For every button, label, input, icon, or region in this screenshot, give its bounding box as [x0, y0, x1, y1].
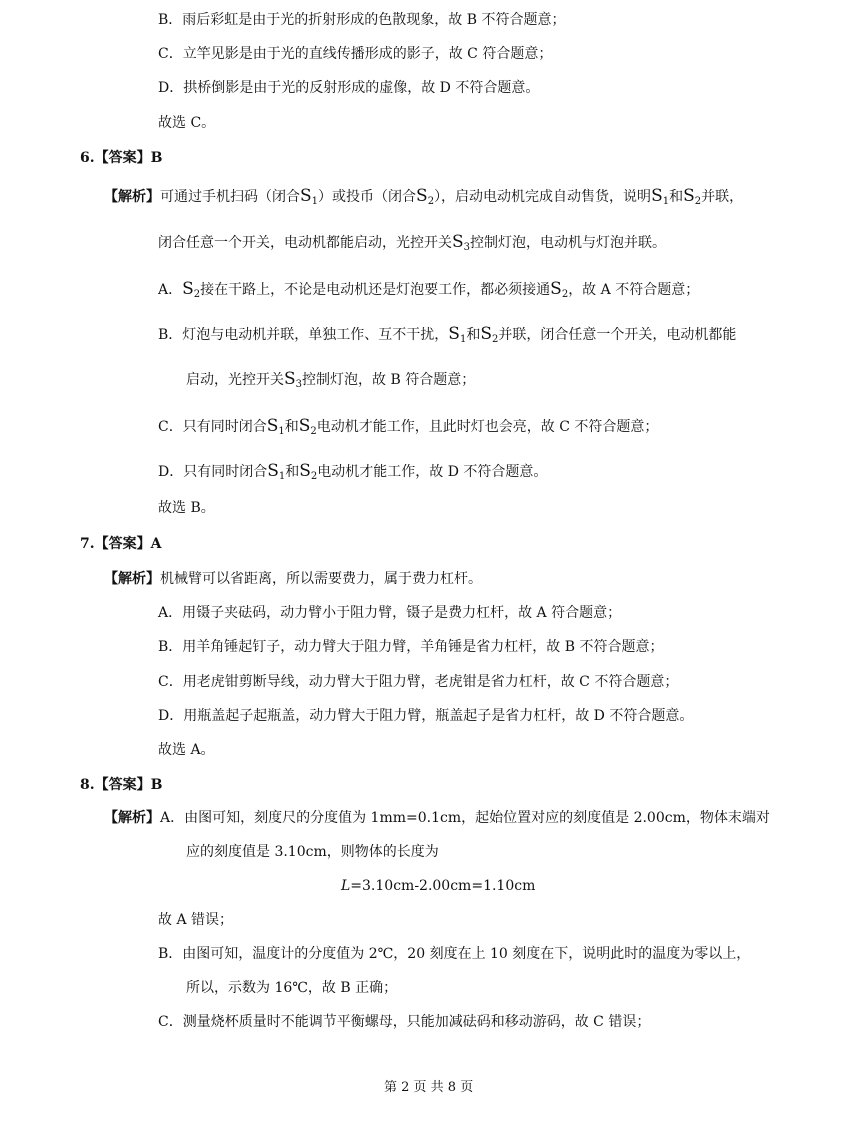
subscript: 1: [311, 196, 319, 207]
text-span: 机械臂可以省距离，所以需要费力，属于费力杠杆。: [160, 571, 482, 587]
q7-choice: 故选 A。: [158, 742, 215, 758]
symbol-s: S: [299, 461, 311, 481]
page-footer: 第 2 页 共 8 页: [384, 1080, 474, 1095]
subscript: 2: [310, 426, 317, 437]
text-span: 控制灯泡，故 B 符合题意；: [302, 372, 476, 388]
text-span: A．: [158, 282, 183, 298]
text-span: ），启动电动机完成自动售货，说明: [434, 189, 652, 205]
q6-option-b-line-1: [158, 324, 736, 350]
text-span: 并联，闭合任意一个开关，电动机都能: [498, 327, 737, 343]
answer-choice: 故选 C。: [158, 115, 216, 131]
subscript: 1: [278, 471, 286, 482]
analysis-tag: 【解析】: [104, 810, 160, 826]
q8-option-b-line-1: B．由图可知，温度计的分度值为 2℃，20 刻度在上 10 刻度在下，说明此时的温度为零以上，: [158, 946, 751, 962]
text-span: 和: [669, 189, 684, 205]
q7-option-d: D．用瓶盖起子起瓶盖，动力臂大于阻力臂，瓶盖起子是省力杠杆，故 D 不符合题意。: [158, 708, 694, 724]
text-span: 和: [284, 419, 299, 435]
q8-analysis-line-2: 应的刻度值是 3.10cm，则物体的长度为: [186, 844, 439, 860]
text-span: B．灯泡与电动机并联，单独工作、互不干扰，: [158, 327, 449, 343]
q8-number: 8.: [80, 777, 95, 793]
subscript: 3: [463, 242, 471, 253]
subscript: 2: [427, 196, 435, 207]
q7-answer-header: [80, 534, 162, 554]
q6-choice: 故选 B。: [158, 500, 215, 516]
text-span: ，故 A 不符合题意；: [568, 282, 700, 298]
symbol-s: S: [416, 186, 428, 206]
q7-answer: A: [150, 536, 162, 552]
q6-analysis-line-1: [104, 186, 743, 212]
subscript: 1: [278, 426, 285, 437]
analysis-tag: 【解析】: [104, 571, 160, 587]
symbol-s: S: [480, 324, 492, 344]
subscript: 2: [310, 471, 318, 482]
symbol-s: S: [550, 279, 562, 299]
symbol-s: S: [683, 186, 695, 206]
symbol-s: S: [300, 186, 312, 206]
q8-analysis-line-1: [104, 808, 770, 828]
q6-option-b-line-2: [186, 369, 475, 395]
subscript: 2: [193, 289, 201, 300]
q6-analysis-line-2: [158, 232, 666, 258]
q8-option-a-conclusion: 故 A 错误；: [158, 912, 234, 928]
q8-option-b-line-2: 所以，示数为 16℃，故 B 正确；: [186, 980, 398, 996]
q6-option-a: [158, 279, 699, 305]
text-span: 闭合任意一个开关，电动机都能启动，光控开关: [158, 235, 452, 251]
q7-option-b: B．用羊角锤起钉子，动力臂大于阻力臂，羊角锤是省力杠杆，故 B 不符合题意；: [158, 639, 664, 655]
q6-option-d: [158, 461, 547, 487]
subscript: 2: [561, 289, 569, 300]
q6-number: 6.: [80, 150, 95, 166]
subscript: 3: [295, 379, 303, 390]
text-span: 并联，: [701, 189, 744, 205]
q7-analysis-intro: [104, 569, 482, 589]
q6-option-c: [158, 416, 658, 442]
q6-answer: B: [150, 150, 163, 166]
option-b-text: B．雨后彩虹是由于光的折射形成的色散现象，故 B 不符合题意；: [158, 12, 566, 28]
subscript: 2: [491, 334, 499, 345]
symbol-s: S: [448, 324, 460, 344]
subscript: 1: [662, 196, 670, 207]
variable-l: L: [341, 878, 351, 894]
q6-answer-header: [80, 148, 162, 168]
text-span: A．由图可知，刻度尺的分度值为 1mm=0.1cm，起始位置对应的刻度值是 2.00cm，物体末端对: [160, 810, 770, 826]
text-span: 启动，光控开关: [186, 372, 284, 388]
subscript: 2: [694, 196, 702, 207]
answer-tag: 【答案】: [94, 536, 151, 552]
q7-option-a: A．用镊子夹砝码，动力臂小于阻力臂，镊子是费力杠杆，故 A 符合题意；: [158, 605, 622, 621]
option-c-text: C．立竿见影是由于光的直线传播形成的影子，故 C 符合题意；: [158, 46, 553, 62]
q8-option-c: C．测量烧杯质量时不能调节平衡螺母，只能加减砝码和移动游码，故 C 错误；: [158, 1014, 651, 1030]
symbol-s: S: [452, 232, 464, 252]
option-d-text: D．拱桥倒影是由于光的反射形成的虚像，故 D 不符合题意。: [158, 80, 540, 96]
symbol-s: S: [266, 416, 279, 436]
q8-answer-header: [80, 775, 162, 795]
text-span: 控制灯泡，电动机与灯泡并联。: [470, 235, 667, 251]
text-span: 可通过手机扫码（闭合: [160, 189, 300, 205]
text-span: C．只有同时闭合: [158, 419, 267, 435]
text-span: 电动机才能工作，故 D 不符合题意。: [317, 464, 548, 480]
text-span: 和: [285, 464, 300, 480]
symbol-s: S: [298, 416, 311, 436]
symbol-s: S: [284, 369, 296, 389]
text-span: D．只有同时闭合: [158, 464, 268, 480]
text-span: ）或投币（闭合: [318, 189, 417, 205]
q8-equation: [341, 876, 535, 896]
q7-number: 7.: [80, 536, 95, 552]
text-span: 接在干路上，不论是电动机还是灯泡要工作，都必须接通: [200, 282, 551, 298]
q7-option-c: C．用老虎钳剪断导线，动力臂大于阻力臂，老虎钳是省力杠杆，故 C 不符合题意；: [158, 674, 679, 690]
symbol-s: S: [651, 186, 663, 206]
symbol-s: S: [267, 461, 279, 481]
q8-answer: B: [150, 777, 163, 793]
subscript: 1: [459, 334, 467, 345]
text-span: 和: [466, 327, 481, 343]
text-span: =3.10cm-2.00cm=1.10cm: [350, 878, 536, 894]
text-span: 电动机才能工作，且此时灯也会亮，故 C 不符合题意；: [316, 419, 659, 435]
answer-tag: 【答案】: [94, 777, 151, 793]
analysis-tag: 【解析】: [104, 189, 160, 205]
answer-tag: 【答案】: [94, 150, 151, 166]
symbol-s: S: [182, 279, 194, 299]
